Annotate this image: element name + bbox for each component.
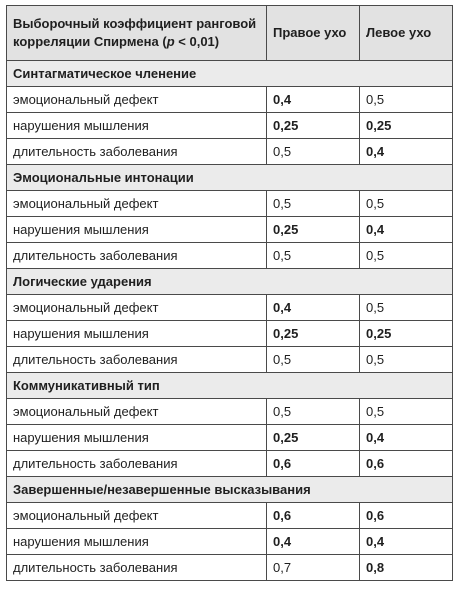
left-ear-value: 0,5	[360, 347, 453, 373]
p-symbol: p	[166, 34, 175, 49]
row-label: нарушения мышления	[7, 529, 267, 555]
left-ear-value: 0,4	[360, 139, 453, 165]
table-row	[7, 425, 453, 451]
table-row	[7, 191, 453, 217]
row-label: эмоциональный дефект	[7, 87, 267, 113]
section-title: Логические ударения	[7, 269, 453, 295]
left-ear-value: 0,25	[360, 113, 453, 139]
right-ear-value: 0,6	[267, 451, 360, 477]
header-corner-cell	[7, 6, 267, 61]
row-label: длительность заболевания	[7, 347, 267, 373]
left-ear-value: 0,4	[360, 217, 453, 243]
corner-line-2-prefix: корреляции Спирмена (	[13, 34, 167, 49]
left-ear-value: 0,6	[360, 503, 453, 529]
right-ear-value: 0,4	[267, 529, 360, 555]
left-ear-value: 0,4	[360, 529, 453, 555]
section-title: Коммуникативный тип	[7, 373, 453, 399]
table-row	[7, 503, 453, 529]
left-ear-value: 0,5	[360, 87, 453, 113]
table-row	[7, 217, 453, 243]
right-ear-value: 0,5	[267, 347, 360, 373]
left-ear-value: 0,5	[360, 243, 453, 269]
section-row	[7, 477, 453, 503]
left-ear-value: 0,5	[360, 295, 453, 321]
header-right-ear: Правое ухо	[267, 6, 360, 61]
table-row	[7, 321, 453, 347]
right-ear-value: 0,4	[267, 87, 360, 113]
table-row	[7, 529, 453, 555]
left-ear-value: 0,4	[360, 425, 453, 451]
row-label: эмоциональный дефект	[7, 295, 267, 321]
table-row	[7, 555, 453, 581]
row-label: длительность заболевания	[7, 139, 267, 165]
row-label: эмоциональный дефект	[7, 503, 267, 529]
table-row	[7, 113, 453, 139]
table-row	[7, 87, 453, 113]
corner-line-1: Выборочный коэффициент ранговой	[13, 16, 257, 31]
right-ear-value: 0,5	[267, 243, 360, 269]
row-label: нарушения мышления	[7, 425, 267, 451]
row-label: длительность заболевания	[7, 243, 267, 269]
right-ear-value: 0,25	[267, 113, 360, 139]
table-header-row	[7, 6, 453, 61]
right-ear-value: 0,5	[267, 139, 360, 165]
correlation-table	[6, 5, 453, 581]
left-ear-value: 0,25	[360, 321, 453, 347]
table-row	[7, 139, 453, 165]
section-title: Завершенные/незавершенные высказывания	[7, 477, 453, 503]
right-ear-value: 0,25	[267, 321, 360, 347]
table-row	[7, 243, 453, 269]
section-row	[7, 61, 453, 87]
corner-line-2-suffix: < 0,01)	[174, 34, 220, 49]
row-label: нарушения мышления	[7, 321, 267, 347]
row-label: эмоциональный дефект	[7, 191, 267, 217]
right-ear-value: 0,4	[267, 295, 360, 321]
row-label: эмоциональный дефект	[7, 399, 267, 425]
right-ear-value: 0,6	[267, 503, 360, 529]
left-ear-value: 0,5	[360, 191, 453, 217]
left-ear-value: 0,8	[360, 555, 453, 581]
table-row	[7, 399, 453, 425]
row-label: длительность заболевания	[7, 451, 267, 477]
row-label: нарушения мышления	[7, 217, 267, 243]
right-ear-value: 0,25	[267, 425, 360, 451]
table-row	[7, 347, 453, 373]
table-row	[7, 451, 453, 477]
section-row	[7, 373, 453, 399]
right-ear-value: 0,5	[267, 191, 360, 217]
right-ear-value: 0,5	[267, 399, 360, 425]
section-title: Синтагматическое членение	[7, 61, 453, 87]
section-row	[7, 165, 453, 191]
section-title: Эмоциональные интонации	[7, 165, 453, 191]
left-ear-value: 0,5	[360, 399, 453, 425]
header-left-ear: Левое ухо	[360, 6, 453, 61]
section-row	[7, 269, 453, 295]
table-row	[7, 295, 453, 321]
right-ear-value: 0,7	[267, 555, 360, 581]
row-label: нарушения мышления	[7, 113, 267, 139]
row-label: длительность заболевания	[7, 555, 267, 581]
left-ear-value: 0,6	[360, 451, 453, 477]
right-ear-value: 0,25	[267, 217, 360, 243]
